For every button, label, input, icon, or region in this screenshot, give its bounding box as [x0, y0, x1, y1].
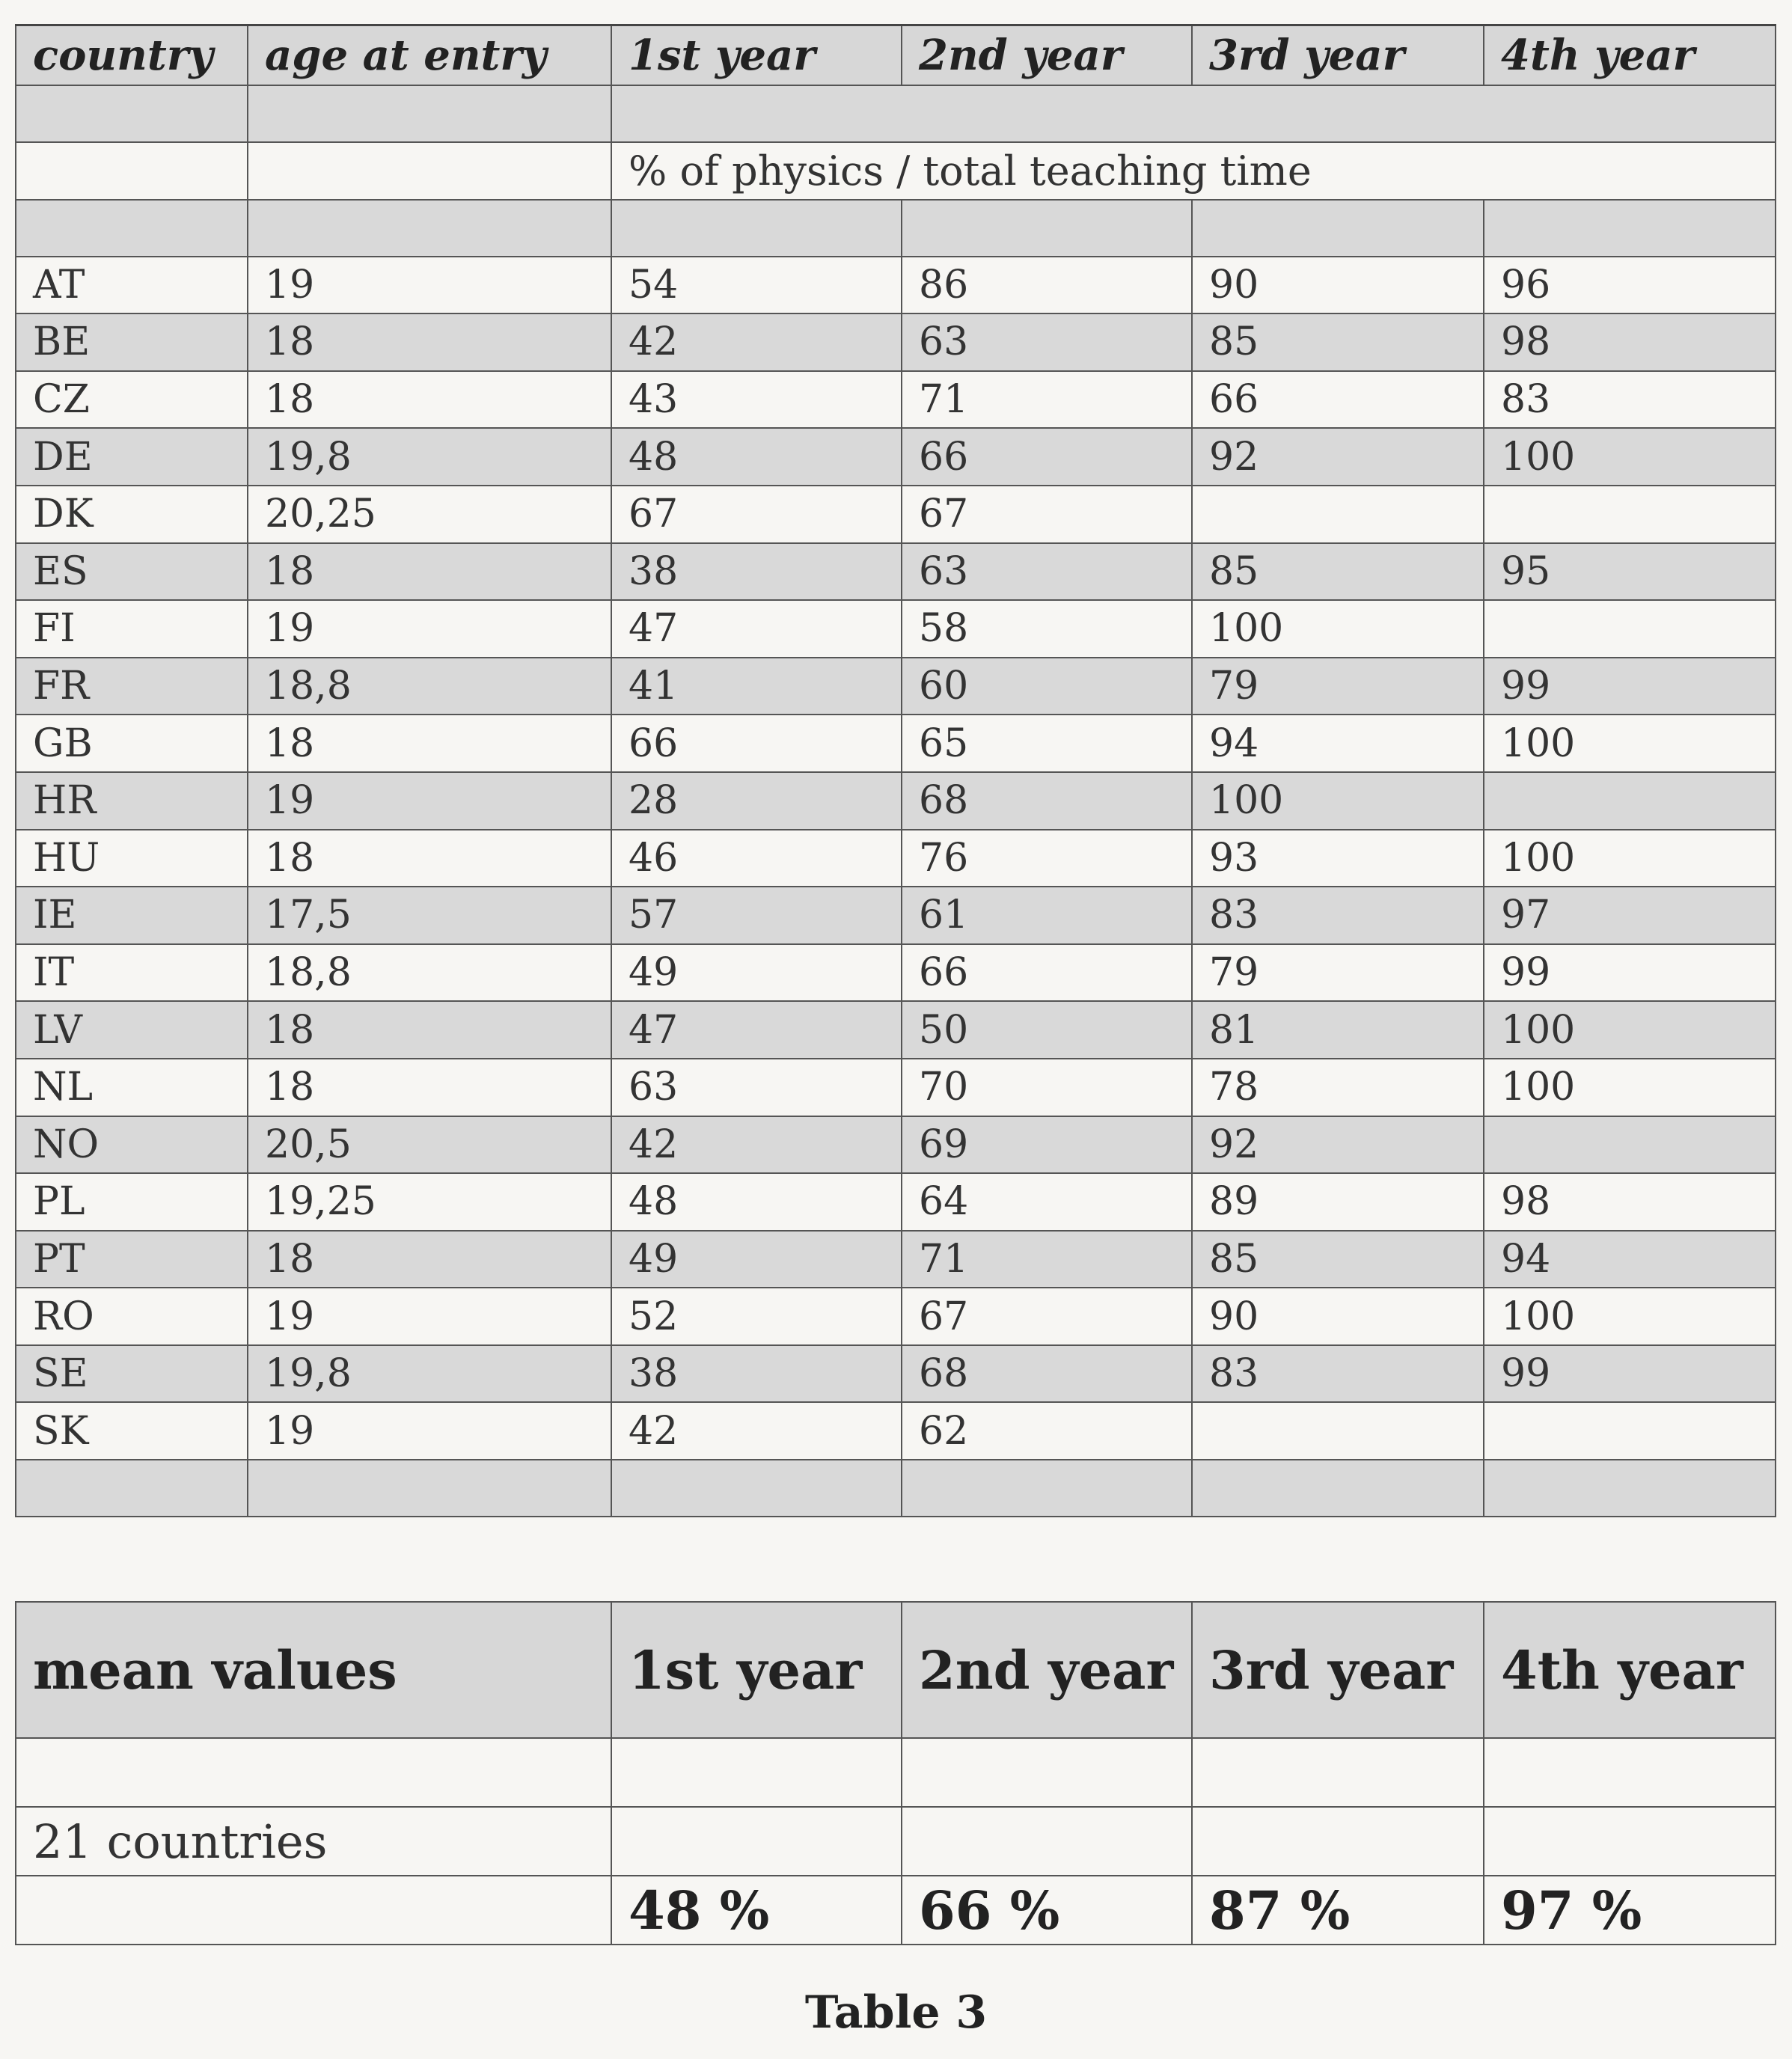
table-row	[16, 600, 1776, 658]
cell-1st-year: 63	[611, 1059, 902, 1116]
cell-1st-year: 52	[611, 1288, 902, 1345]
mean-spacer-row	[16, 1738, 1776, 1807]
cell-1st-year: 43	[611, 371, 902, 429]
cell-country: ES	[16, 543, 248, 601]
cell-country: DK	[16, 486, 248, 543]
cell-4th-year	[1484, 1402, 1776, 1460]
cell-4th-year: 100	[1484, 1001, 1776, 1059]
cell-country: NL	[16, 1059, 248, 1116]
cell-2nd-year: 68	[902, 1345, 1192, 1403]
cell-2nd-year: 69	[902, 1116, 1192, 1174]
cell-2nd-year: 62	[902, 1402, 1192, 1460]
table-row	[16, 1116, 1776, 1174]
mean-values-table	[15, 1601, 1776, 1945]
cell-age-at-entry: 19,8	[248, 428, 611, 486]
cell-2nd-year: 66	[902, 944, 1192, 1002]
cell-country: PL	[16, 1173, 248, 1231]
mean-header-4th-year: 4th year	[1484, 1602, 1776, 1738]
cell-3rd-year: 83	[1192, 1345, 1484, 1403]
cell-2nd-year: 70	[902, 1059, 1192, 1116]
table-row	[16, 887, 1776, 944]
cell-2nd-year: 67	[902, 1288, 1192, 1345]
cell-country: BE	[16, 313, 248, 371]
cell-2nd-year: 71	[902, 371, 1192, 429]
cell-3rd-year: 85	[1192, 1231, 1484, 1288]
mean-header-2nd-year: 2nd year	[902, 1602, 1192, 1738]
cell-4th-year: 100	[1484, 830, 1776, 887]
cell-3rd-year: 79	[1192, 944, 1484, 1002]
cell-1st-year: 42	[611, 313, 902, 371]
table-row	[16, 428, 1776, 486]
cell-4th-year: 95	[1484, 543, 1776, 601]
cell-3rd-year: 90	[1192, 1288, 1484, 1345]
cell-country: SE	[16, 1345, 248, 1403]
cell-3rd-year: 79	[1192, 658, 1484, 715]
spacer-row	[16, 85, 1776, 142]
cell-1st-year: 47	[611, 1001, 902, 1059]
cell-3rd-year: 92	[1192, 428, 1484, 486]
cell-age-at-entry: 19	[248, 257, 611, 314]
cell-age-at-entry: 18	[248, 1059, 611, 1116]
table-row	[16, 658, 1776, 715]
table-row	[16, 1402, 1776, 1460]
cell-1st-year: 42	[611, 1116, 902, 1174]
cell-2nd-year: 65	[902, 715, 1192, 772]
cell-4th-year: 97	[1484, 887, 1776, 944]
cell-4th-year: 100	[1484, 715, 1776, 772]
table-row	[16, 313, 1776, 371]
table-row	[16, 543, 1776, 601]
header-row	[16, 25, 1776, 86]
cell-2nd-year: 60	[902, 658, 1192, 715]
cell-age-at-entry: 18,8	[248, 658, 611, 715]
table-row	[16, 1288, 1776, 1345]
cell-1st-year: 42	[611, 1402, 902, 1460]
cell-age-at-entry: 19	[248, 1288, 611, 1345]
cell-country: IE	[16, 887, 248, 944]
cell-country: FI	[16, 600, 248, 658]
cell-country: IT	[16, 944, 248, 1002]
cell-4th-year: 99	[1484, 944, 1776, 1002]
cell-age-at-entry: 19,25	[248, 1173, 611, 1231]
cell-2nd-year: 64	[902, 1173, 1192, 1231]
cell-age-at-entry: 18	[248, 371, 611, 429]
cell-2nd-year: 68	[902, 772, 1192, 830]
cell-1st-year: 49	[611, 944, 902, 1002]
cell-4th-year	[1484, 1116, 1776, 1174]
cell-1st-year: 49	[611, 1231, 902, 1288]
cell-2nd-year: 61	[902, 887, 1192, 944]
cell-3rd-year: 93	[1192, 830, 1484, 887]
table-caption: Table 3	[804, 1986, 988, 2039]
cell-age-at-entry: 18	[248, 830, 611, 887]
cell-4th-year: 96	[1484, 257, 1776, 314]
cell-1st-year: 48	[611, 1173, 902, 1231]
cell-4th-year: 99	[1484, 658, 1776, 715]
table-row	[16, 1345, 1776, 1403]
cell-country: LV	[16, 1001, 248, 1059]
cell-3rd-year	[1192, 486, 1484, 543]
cell-age-at-entry: 19,8	[248, 1345, 611, 1403]
spacer-row	[16, 1460, 1776, 1517]
cell-age-at-entry: 17,5	[248, 887, 611, 944]
table-row	[16, 830, 1776, 887]
cell-4th-year	[1484, 772, 1776, 830]
cell-country: AT	[16, 257, 248, 314]
cell-2nd-year: 71	[902, 1231, 1192, 1288]
cell-1st-year: 48	[611, 428, 902, 486]
cell-country: NO	[16, 1116, 248, 1174]
table-row	[16, 1173, 1776, 1231]
spacer-row	[16, 200, 1776, 257]
cell-2nd-year: 63	[902, 313, 1192, 371]
cell-3rd-year: 100	[1192, 772, 1484, 830]
mean-header-label: mean values	[16, 1602, 611, 1738]
mean-label-row	[16, 1807, 1776, 1876]
cell-4th-year: 99	[1484, 1345, 1776, 1403]
cell-2nd-year: 67	[902, 486, 1192, 543]
cell-4th-year: 100	[1484, 1059, 1776, 1116]
cell-1st-year: 57	[611, 887, 902, 944]
cell-age-at-entry: 18,8	[248, 944, 611, 1002]
mean-4th-year: 97 %	[1484, 1876, 1776, 1945]
unit-note: % of physics / total teaching time	[611, 142, 1776, 200]
cell-4th-year	[1484, 600, 1776, 658]
cell-age-at-entry: 19	[248, 600, 611, 658]
cell-3rd-year: 90	[1192, 257, 1484, 314]
cell-age-at-entry: 18	[248, 1001, 611, 1059]
table-row	[16, 772, 1776, 830]
cell-age-at-entry: 18	[248, 715, 611, 772]
cell-4th-year: 98	[1484, 313, 1776, 371]
cell-age-at-entry: 19	[248, 1402, 611, 1460]
mean-values-row	[16, 1876, 1776, 1945]
cell-4th-year: 100	[1484, 428, 1776, 486]
cell-country: GB	[16, 715, 248, 772]
cell-3rd-year: 94	[1192, 715, 1484, 772]
cell-country: HR	[16, 772, 248, 830]
cell-3rd-year: 89	[1192, 1173, 1484, 1231]
header-country: country	[16, 25, 248, 86]
cell-1st-year: 38	[611, 543, 902, 601]
cell-age-at-entry: 18	[248, 313, 611, 371]
unit-row	[16, 142, 1776, 200]
cell-1st-year: 28	[611, 772, 902, 830]
cell-1st-year: 46	[611, 830, 902, 887]
cell-3rd-year: 92	[1192, 1116, 1484, 1174]
cell-country: SK	[16, 1402, 248, 1460]
mean-header-3rd-year: 3rd year	[1192, 1602, 1484, 1738]
cell-country: CZ	[16, 371, 248, 429]
cell-3rd-year: 83	[1192, 887, 1484, 944]
cell-4th-year: 98	[1484, 1173, 1776, 1231]
cell-age-at-entry: 20,5	[248, 1116, 611, 1174]
cell-4th-year: 83	[1484, 371, 1776, 429]
mean-2nd-year: 66 %	[902, 1876, 1192, 1945]
cell-country: FR	[16, 658, 248, 715]
cell-3rd-year: 85	[1192, 313, 1484, 371]
cell-age-at-entry: 18	[248, 543, 611, 601]
header-age-at-entry: age at entry	[248, 25, 611, 86]
physics-teaching-time-table	[15, 24, 1776, 1517]
cell-country: HU	[16, 830, 248, 887]
table-row	[16, 1059, 1776, 1116]
cell-age-at-entry: 18	[248, 1231, 611, 1288]
cell-1st-year: 47	[611, 600, 902, 658]
cell-3rd-year	[1192, 1402, 1484, 1460]
cell-1st-year: 54	[611, 257, 902, 314]
cell-2nd-year: 63	[902, 543, 1192, 601]
mean-header-row	[16, 1602, 1776, 1738]
table-row	[16, 486, 1776, 543]
table-row	[16, 944, 1776, 1002]
cell-age-at-entry: 19	[248, 772, 611, 830]
cell-3rd-year: 100	[1192, 600, 1484, 658]
mean-1st-year: 48 %	[611, 1876, 902, 1945]
mean-header-1st-year: 1st year	[611, 1602, 902, 1738]
cell-4th-year	[1484, 486, 1776, 543]
cell-2nd-year: 66	[902, 428, 1192, 486]
cell-2nd-year: 86	[902, 257, 1192, 314]
table-row	[16, 1231, 1776, 1288]
cell-1st-year: 38	[611, 1345, 902, 1403]
cell-age-at-entry: 20,25	[248, 486, 611, 543]
cell-4th-year: 100	[1484, 1288, 1776, 1345]
cell-3rd-year: 81	[1192, 1001, 1484, 1059]
header-2nd-year: 2nd year	[902, 25, 1192, 86]
mean-countries-label: 21 countries	[16, 1807, 611, 1876]
header-3rd-year: 3rd year	[1192, 25, 1484, 86]
cell-1st-year: 67	[611, 486, 902, 543]
cell-4th-year: 94	[1484, 1231, 1776, 1288]
cell-2nd-year: 50	[902, 1001, 1192, 1059]
cell-3rd-year: 66	[1192, 371, 1484, 429]
cell-country: DE	[16, 428, 248, 486]
cell-3rd-year: 78	[1192, 1059, 1484, 1116]
cell-1st-year: 66	[611, 715, 902, 772]
table-row	[16, 1001, 1776, 1059]
table-row	[16, 715, 1776, 772]
cell-3rd-year: 85	[1192, 543, 1484, 601]
header-1st-year: 1st year	[611, 25, 902, 86]
table-row	[16, 257, 1776, 314]
table-row	[16, 371, 1776, 429]
cell-2nd-year: 58	[902, 600, 1192, 658]
header-4th-year: 4th year	[1484, 25, 1776, 86]
cell-country: RO	[16, 1288, 248, 1345]
cell-1st-year: 41	[611, 658, 902, 715]
cell-country: PT	[16, 1231, 248, 1288]
mean-3rd-year: 87 %	[1192, 1876, 1484, 1945]
cell-2nd-year: 76	[902, 830, 1192, 887]
